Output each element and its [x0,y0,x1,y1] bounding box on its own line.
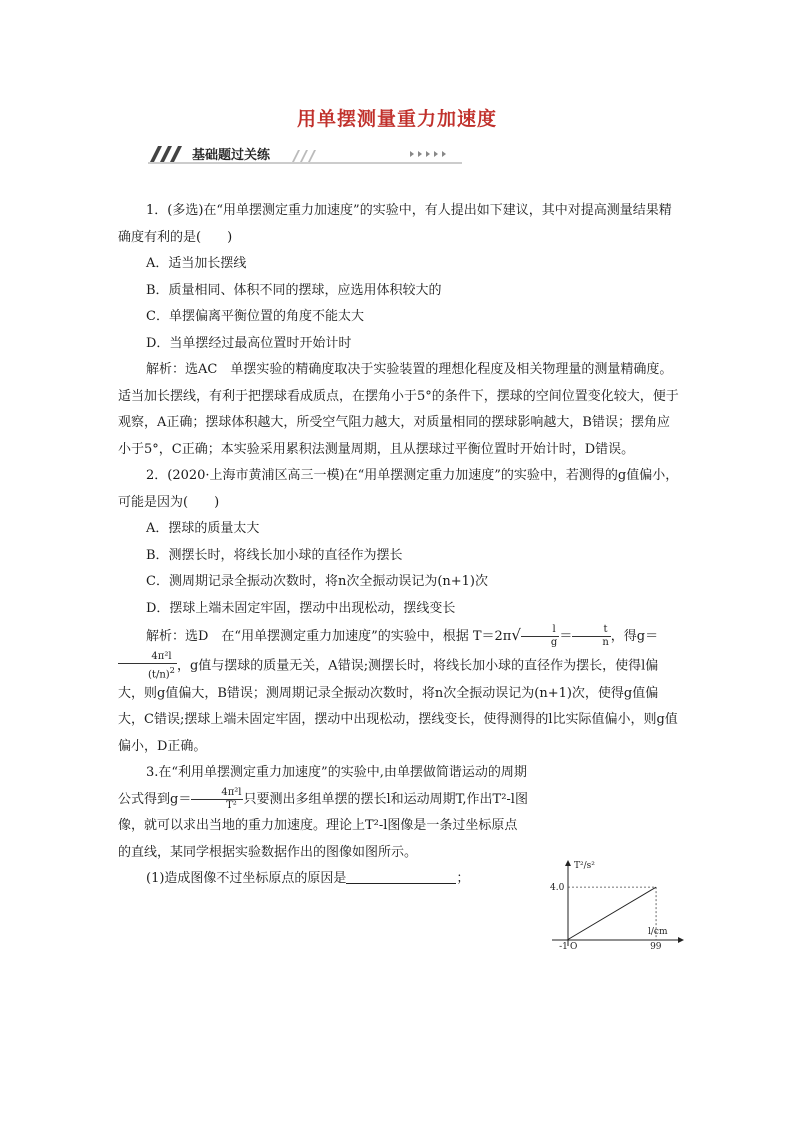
q3-sub1-text: (1)造成图像不过坐标原点的原因是 [146,871,347,887]
y-axis-label: T²/s² [574,861,595,871]
x-tick-label-origin: O [570,942,578,950]
q2-analysis: 解析：选D 在“用单摆测定重力加速度”的实验中，根据 T＝2π√ $\frac{l}{g}$ ＝ $\frac{t}{n}$ ，得g＝ $\frac{\text{4π²l}}{(t/n)^2}$ ，g值与摆球的质量无关，A错误;测摆长时，将线长加小球的直径作为摆长，使得l偏大，则g值偏大，B错误；测周期记录全振动次数时，将n次全振动误记为(n+1)次，使得g值偏大，C错误;摆球上端未固定牢固，摆动中出现松动，摆线变长，使得测得的l比实际值偏小，则g值偏小，D正确。 [118,624,678,754]
q1-option-c: C．单摆偏离平衡位置的角度不能太大 [146,309,364,324]
fraction-l-over-g [521,624,559,649]
x-tick-label-99: 99 [650,942,662,950]
q1-option-b: B．质量相同、体积不同的摆球，应选用体积较大的 [146,282,442,298]
q2-analysis-b: ，得g＝ [610,629,659,644]
x-axis-arrow [678,937,684,943]
formula-T: T＝2π [472,629,512,644]
y-axis-arrow [565,860,571,866]
g-denominator: $(t/n)^2$ [148,664,175,680]
q2-stem: 2．(2020·上海市黄浦区高三一模)在“用单摆测定重力加速度”的实验中，若测得的g值偏小，可能是因为( ) [118,468,679,510]
frac-g: g [550,637,558,648]
q2-option-b: B．测摆长时，将线长加小球的直径作为摆长 [146,547,403,563]
x-axis-label: l/cm [648,927,668,937]
y-tick-label: 4.0 [550,883,565,894]
x-tick-label-neg1: -1 [559,942,568,950]
q3-stem-a: 3.在“利用单摆测定重力加速度”的实验中,由单摆做简谐运动的周期公式得到g＝ [118,765,527,807]
answer-blank[interactable] [346,869,456,884]
question-content [118,198,680,893]
q3-sub1-end: ； [456,871,470,887]
frac-l: l [521,624,559,637]
chart-svg [548,858,684,950]
section-banner [148,142,462,166]
fraction-t-over-n [572,624,610,649]
q1-option-d: D．当单摆经过最高位置时开始计时 [146,335,352,351]
q1-option-a: A．适当加长摆线 [146,256,247,271]
frac-n: n [602,637,609,648]
q1-stem: 1．(多选)在“用单摆测定重力加速度”的实验中，有人提出如下建议，其中对提高测量结果精确度有利的是( ) [118,203,672,245]
q3-stem-b: 只要测出多组单摆的摆长l和运动周期T,作出T²-l图像，就可以求出当地的重力加速度。理论上T²-l图像是一条过坐标原点的直线，某同学根据实验数据作出的图像如图所示。 [118,791,528,860]
q3-g-denominator: T² [226,799,237,811]
data-series-line [567,887,656,940]
q2-analysis-c: ，g值与摆球的质量无关，A错误;测摆长时，将线长加小球的直径作为摆长，使得l偏大，则g值偏大，B错误；测周期记录全振动次数时，将n次全振动误记为(n+1)次，使得g值偏大，C错误;摆球上端未固定牢固，摆动中出现松动，摆线变长，使得测得的l比实际值偏小，则g值偏小，D正确。 [118,658,678,754]
q2-option-c: C．测周期记录全振动次数时，将n次全振动误记为(n+1)次 [146,574,488,589]
t2-l-graph [548,858,684,950]
q1-analysis: 解析：选AC 单摆实验的精确度取决于实验装置的理想化程度及相关物理量的测量精确度。适当加长摆线，有利于把摆球看成质点，在摆角小于5°的条件下，摆球的空间位置变化较大，便于观察，A正确；摆球体积越大，所受空气阻力越大，对质量相同的摆球影响越大，B错误；摆角应小于5°，C正确；本实验采用累积法测量周期，且从摆球过平衡位置时开始计时，D错误。 [118,362,679,457]
section-label: 基础题过关练 [192,148,271,163]
q2-option-a: A．摆球的质量太大 [146,521,260,536]
q3-stem [118,760,528,866]
q3-g-fraction [191,787,243,812]
fraction-g-formula [118,651,177,681]
g-numerator: 4π²l [118,651,177,664]
page-title: 用单摆测量重力加速度 [296,108,497,130]
q3-g-numerator: 4π²l [191,787,243,800]
q2-option-d: D．摆球上端未固定牢固，摆动中出现松动，摆线变长 [146,600,456,616]
q2-analysis-a: 解析：选D 在“用单摆测定重力加速度”的实验中，根据 [146,629,469,644]
frac-t: t [572,624,610,637]
equals-sign: ＝ [559,629,573,644]
